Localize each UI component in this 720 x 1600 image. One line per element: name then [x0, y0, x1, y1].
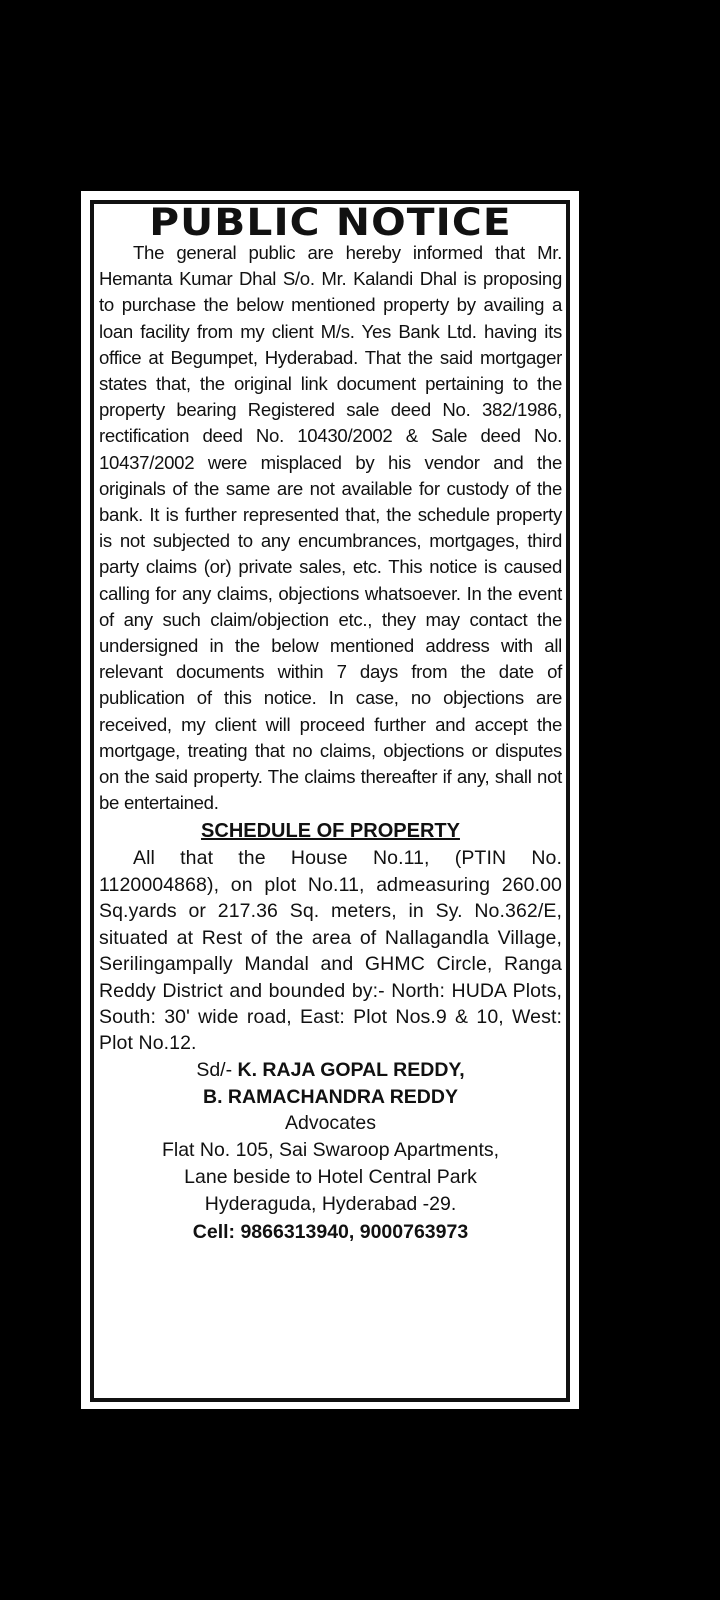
address-line-1: Flat No. 105, Sai Swaroop Apartments,: [161, 1139, 500, 1162]
signatory-role: Advocates: [284, 1112, 377, 1135]
schedule-heading: SCHEDULE OF PROPERTY: [201, 820, 460, 843]
notice-border: [90, 200, 570, 1402]
address-line-3: Hyderaguda, Hyderabad -29.: [204, 1192, 457, 1215]
contact-cell: Cell: 9866313940, 9000763973: [192, 1220, 469, 1243]
notice-clipping: [81, 191, 579, 1409]
signatory-name-2: B. RAMACHANDRA REDDY: [203, 1085, 458, 1108]
signatory-prefix: Sd/-: [196, 1058, 238, 1081]
signatory-line-1: [99, 1057, 562, 1084]
signatory-line-2: [99, 1084, 562, 1111]
signatory-name-1: K. RAJA GOPAL REDDY,: [237, 1058, 465, 1081]
address-line-2: Lane beside to Hotel Central Park: [184, 1165, 477, 1188]
schedule-body: All that the House No.11, (PTIN No. 1120004868), on plot No.11, admeasuring 260.00 Sq.yards or 217.36 Sq. meters, in Sy. No.362/E, situated at Rest of the area of Nallagandla Village, Serilingampally Mandal and GHMC Circle, Ranga Reddy District and bounded by:- North: HUDA Plots, South: 30' wide road, East: Plot Nos.9 & 10, West: Plot No.12.: [99, 847, 562, 1055]
notice-title: PUBLIC NOTICE: [149, 201, 512, 244]
notice-body: The general public are hereby informed that Mr. Hemanta Kumar Dhal S/o. Mr. Kalandi Dhal is proposing to purchase the below mentioned property by availing a loan facility from my client M/s. Yes Bank Ltd. having its office at Begumpet, Hyderabad. That the said mortgager states that, the original link document pertaining to the property bearing Registered sale deed No. 382/1986, rectification deed No. 10430/2002 & Sale deed No. 10437/2002 were misplaced by his vendor and the originals of the same are not available for custody of the bank. It is further represented that, the schedule property is not subjected to any encumbrances, mortgages, third party claims (or) private sales, etc. This notice is caused calling for any claims, objections whatsoever. In the event of any such claim/objection etc., they may contact the undersigned in the below mentioned address with all relevant documents within 7 days from the date of publication of this notice. In case, no objections are received, my client will proceed further and accept the mortgage, treating that no claims, objections or disputes on the said property. The claims thereafter if any, shall not be entertained.: [99, 242, 562, 814]
